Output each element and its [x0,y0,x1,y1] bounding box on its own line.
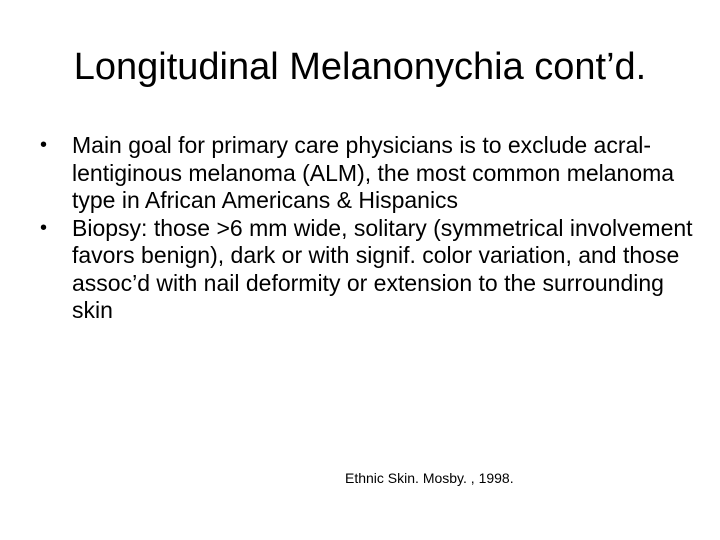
bullet-text-biopsy: Biopsy: those >6 mm wide, solitary (symmetrical involvement favors benign), dark or with signif. color variation, and those assoc’d with nail deformity or extension to the surrounding skin [72,214,693,323]
bullet-list [36,132,696,325]
bullet-dot-icon: • [40,216,48,239]
bullet-text-goal: Main goal for primary care physicians is to exclude acral-lentiginous melanoma (ALM), the most common melanoma type in African Americans & Hispanics [72,132,675,213]
bullet-item-goal [36,132,696,215]
slide-title: Longitudinal Melanonychia cont’d. [73,46,647,88]
bullet-dot-icon: • [40,134,48,156]
bullet-item-biopsy [36,215,696,325]
citation: Ethnic Skin. Mosby. , 1998. [345,470,514,486]
